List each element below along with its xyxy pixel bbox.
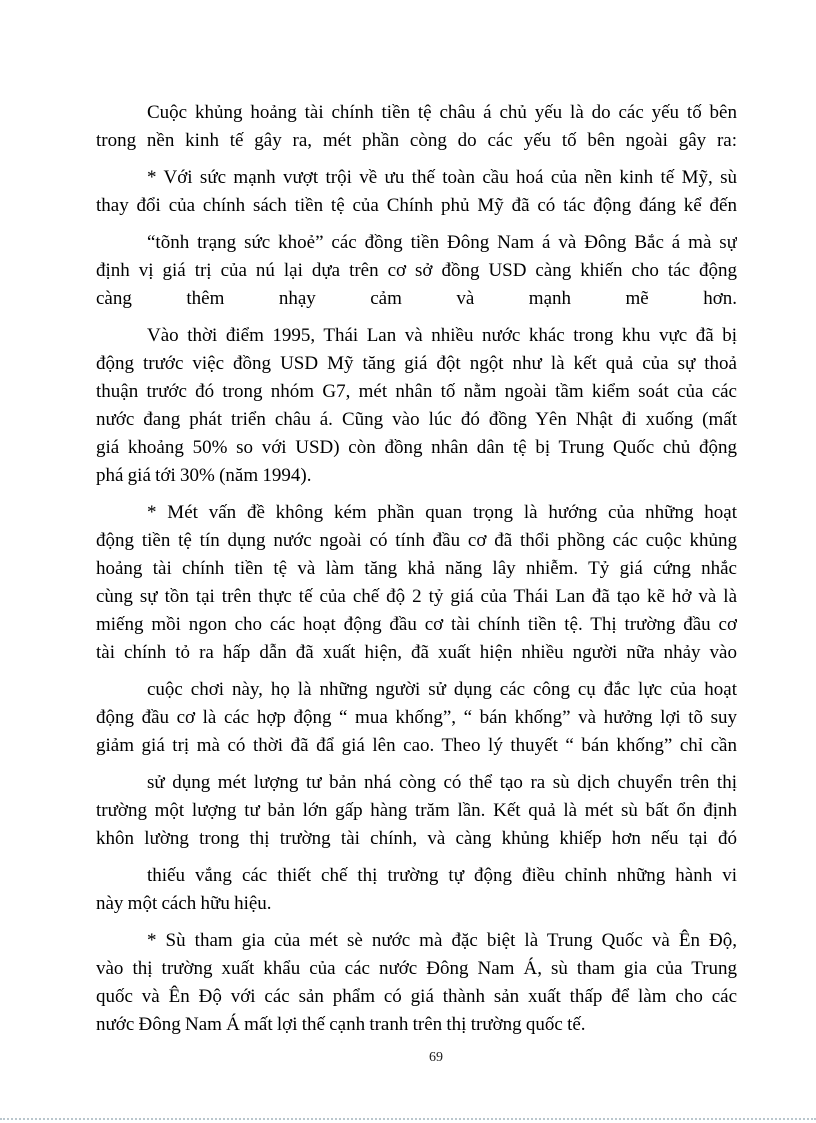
text-line: cuộc chơi này, họ là những người sử dụng các công cụ đắc lực của hoạt	[147, 679, 737, 700]
paragraph	[96, 322, 737, 490]
text-line: giá khoảng 50% so với USD) còn đồng nhân dân tệ bị Trung Quốc chủ động	[96, 437, 737, 458]
text-line: “tõnh trạng sức khoẻ” các đồng tiền Đông Nam á và Đông Bắc á mà sự	[147, 232, 737, 253]
text-line: vào thị trường xuất khẩu của các nước Đông Nam Á, sù tham gia của Trung	[96, 958, 737, 979]
paragraph	[96, 164, 737, 220]
text-line: * Sù tham gia của mét sè nước mà đặc biệt là Trung Quốc và Ên Độ,	[147, 930, 737, 951]
text-line: này một cách hữu hiệu.	[96, 893, 272, 914]
text-line: thuận trước đó trong nhóm G7, mét nhân tố nằm ngoài tầm kiểm soát của các	[96, 381, 737, 402]
text-block	[96, 99, 737, 1039]
paragraph	[96, 229, 737, 313]
text-line: động trước việc đồng USD Mỹ tăng giá đột ngột như là kết quả của sự thoả	[96, 353, 737, 374]
text-line: động tiền tệ tín dụng nước ngoài có tính đầu cơ đã thổi phồng các cuộc khủng	[96, 530, 737, 551]
text-line: hoảng tài chính tiền tệ và làm tăng khả năng lây nhiễm. Tỷ giá cứng nhắc	[96, 558, 737, 579]
text-line: sử dụng mét lượng tư bản nhá còng có thể tạo ra sù dịch chuyển trên thị	[147, 772, 737, 793]
text-line: miếng mồi ngon cho các hoạt động đầu cơ tài chính tiền tệ. Thị trường đầu cơ	[96, 614, 737, 635]
text-line: quốc và Ên Độ với các sản phẩm có giá thành sản xuất thấp để làm cho các	[96, 986, 737, 1007]
text-line: càng thêm nhạy cảm và mạnh mẽ hơn.	[96, 288, 737, 309]
paragraph	[96, 676, 737, 760]
text-line: * Với sức mạnh vượt trội về ưu thế toàn cầu hoá của nền kinh tế Mỹ, sù	[147, 167, 737, 188]
text-line: phá giá tới 30% (năm 1994).	[96, 465, 312, 486]
text-line: thay đổi của chính sách tiền tệ của Chính phủ Mỹ đã có tác động đáng kể đến	[96, 195, 737, 216]
paragraph	[96, 862, 737, 918]
text-line: tài chính tỏ ra hấp dẫn đã xuất hiện, đã xuất hiện nhiều người nữa nhảy vào	[96, 642, 737, 663]
text-line: khôn lường trong thị trường tài chính, và càng khủng khiếp hơn nếu tại đó	[96, 828, 737, 849]
text-line: trong nền kinh tế gây ra, mét phần còng do các yếu tố bên ngoài gây ra:	[96, 130, 737, 151]
text-line: cùng sự tồn tại trên thực tế của chế độ 2 tỷ giá của Thái Lan đã tạo kẽ hở và là	[96, 586, 737, 607]
text-line: trường một lượng tư bản lớn gấp hàng trăm lần. Kết quả là mét sù bất ổn định	[96, 800, 737, 821]
text-line: nước đang phát triển châu á. Cũng vào lúc đó đồng Yên Nhật đi xuống (mất	[96, 409, 737, 430]
text-line: nước Đông Nam Á mất lợi thế cạnh tranh trên thị trường quốc tế.	[96, 1014, 586, 1035]
text-line: động đầu cơ là các hợp động “ mua khống”, “ bán khống” và hưởng lợi tõ suy	[96, 707, 737, 728]
page-footer	[96, 1048, 776, 1068]
paragraph	[96, 499, 737, 667]
text-line: Vào thời điểm 1995, Thái Lan và nhiều nước khác trong khu vực đã bị	[147, 325, 737, 346]
text-line: thiếu vắng các thiết chế thị trường tự động điều chỉnh những hành vi	[147, 865, 737, 886]
text-line: * Mét vấn đề không kém phần quan trọng là hướng của những hoạt	[147, 502, 737, 523]
page-break-divider	[0, 1118, 816, 1120]
page-number: 69	[429, 1050, 443, 1065]
text-line: định vị giá trị của nú lại dựa trên cơ sở đồng USD càng khiến cho tác động	[96, 260, 737, 281]
paragraph	[96, 927, 737, 1039]
text-line: giảm giá trị mà có thời đã đẩ giá lên cao. Theo lý thuyết “ bán khống” chỉ cần	[96, 735, 737, 756]
paragraph	[96, 769, 737, 853]
text-line: Cuộc khủng hoảng tài chính tiền tệ châu á chủ yếu là do các yếu tố bên	[147, 102, 737, 123]
paragraph	[96, 99, 737, 155]
